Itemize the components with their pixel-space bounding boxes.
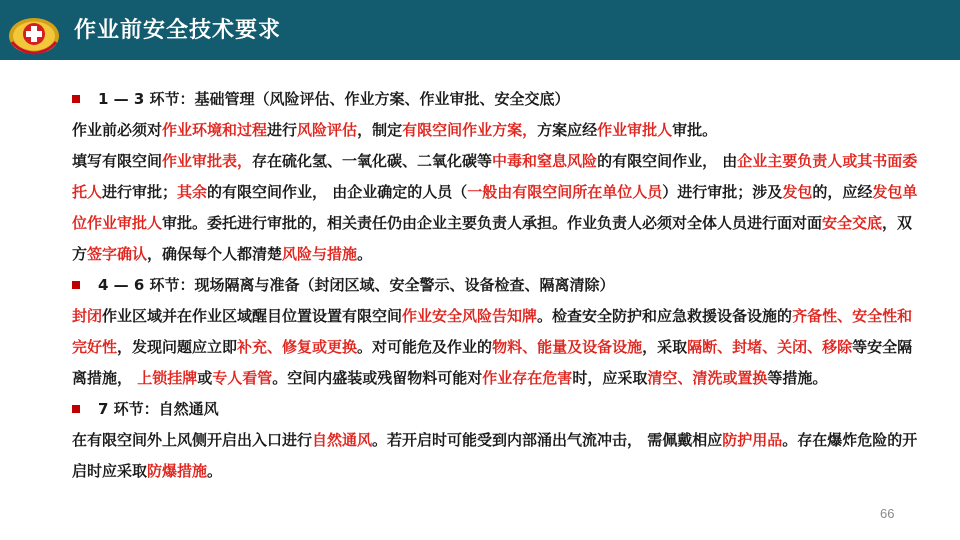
highlighted-text: 其余 xyxy=(177,183,208,201)
highlighted-text: 企业主要负责人或其书面委托人 xyxy=(72,152,918,201)
body-paragraph xyxy=(72,146,922,270)
body-text: 方案应经 xyxy=(537,121,598,139)
section-heading-text: 7 环节：自然通风 xyxy=(98,400,219,418)
body-text: ，制定 xyxy=(357,121,403,139)
highlighted-text: 发包 xyxy=(782,183,813,201)
body-paragraph xyxy=(72,301,922,394)
body-text: ，采取 xyxy=(642,338,688,356)
body-text: 审批。 xyxy=(672,121,718,139)
body-text: 作业区域并在作业区域醒目位置设置有限空间 xyxy=(102,307,403,325)
body-text: 。 xyxy=(357,245,373,263)
body-text: 时，应采取 xyxy=(572,369,648,387)
highlighted-text: 发包单位作业审批人 xyxy=(72,183,918,232)
body-text: 进行 xyxy=(267,121,298,139)
body-text: 。存在爆炸危险的开启时应采取 xyxy=(72,431,918,480)
highlighted-text: 中毒和窒息风险 xyxy=(492,152,598,170)
section-heading xyxy=(72,270,922,301)
highlighted-text: 作业存在危害 xyxy=(482,369,573,387)
body-paragraph xyxy=(72,115,922,146)
highlighted-text: 补充、修复或更换 xyxy=(237,338,358,356)
body-text: 进行审批； xyxy=(102,183,178,201)
body-text: 。 xyxy=(207,462,223,480)
highlighted-text: 一般由有限空间所在单位人员 xyxy=(467,183,663,201)
body-text: 作业前必须对 xyxy=(72,121,163,139)
body-text: 等安全隔离措施， xyxy=(72,338,913,387)
bullet-square-icon xyxy=(72,281,80,289)
highlighted-text: 安全交底 xyxy=(822,214,883,232)
page-title: 作业前安全技术要求 xyxy=(74,18,282,43)
content-body xyxy=(72,84,922,487)
highlighted-text: 风险评估 xyxy=(297,121,358,139)
body-text: 。若开启时可能受到内部涌出气流冲击， 需佩戴相应 xyxy=(372,431,723,449)
highlighted-text: 隔断、封堵、关闭、移除 xyxy=(687,338,853,356)
highlighted-text: 有限空间作业方案， xyxy=(402,121,538,139)
header-bar xyxy=(0,0,960,60)
body-text: 审批。委托进行审批的，相关责任仍由企业主要负责人承担。作业负责人必须对全体人员进行面对面 xyxy=(162,214,823,232)
body-text: 填写有限空间 xyxy=(72,152,163,170)
body-text: ）进行审批；涉及 xyxy=(662,183,783,201)
body-text: 。空间内盛装或残留物料可能对 xyxy=(272,369,483,387)
section-heading xyxy=(72,84,922,115)
body-text: 。检查安全防护和应急救援设备设施的 xyxy=(537,307,793,325)
safety-emblem-icon xyxy=(6,12,62,56)
body-paragraph xyxy=(72,425,922,487)
bullet-square-icon xyxy=(72,95,80,103)
body-text: 或 xyxy=(197,369,213,387)
highlighted-text: 作业环境和过程 xyxy=(162,121,268,139)
highlighted-text: 签字确认 xyxy=(87,245,148,263)
highlighted-text: 上锁挂牌 xyxy=(137,369,198,387)
body-text: 在有限空间外上风侧开启出入口进行 xyxy=(72,431,313,449)
page-number: 66 xyxy=(880,506,895,521)
highlighted-text: 自然通风 xyxy=(312,431,373,449)
body-text: 。对可能危及作业的 xyxy=(357,338,493,356)
highlighted-text: 物料、能量及设备设施 xyxy=(492,338,643,356)
highlighted-text: 专人看管 xyxy=(212,369,273,387)
highlighted-text: 作业安全风险告知牌 xyxy=(402,307,538,325)
section-heading xyxy=(72,394,922,425)
body-text: ，确保每个人都清楚 xyxy=(147,245,283,263)
body-text: 的有限空间作业， 由 xyxy=(597,152,738,170)
body-text: 的有限空间作业， 由企业确定的人员（ xyxy=(207,183,468,201)
highlighted-text: 齐备性、安全性和完好性 xyxy=(72,307,913,356)
bullet-square-icon xyxy=(72,405,80,413)
highlighted-text: 防爆措施 xyxy=(147,462,208,480)
highlighted-text: 清空、清洗或置换 xyxy=(647,369,768,387)
highlighted-text: 作业审批人 xyxy=(597,121,673,139)
highlighted-text: 作业审批表， xyxy=(162,152,253,170)
body-text: 存在硫化氢、一氧化碳、二氧化碳等 xyxy=(252,152,493,170)
highlighted-text: 防护用品 xyxy=(722,431,783,449)
body-text: ，发现问题应立即 xyxy=(117,338,238,356)
section-heading-text: 1 — 3 环节：基础管理（风险评估、作业方案、作业审批、安全交底） xyxy=(98,90,570,108)
highlighted-text: 风险与措施 xyxy=(282,245,358,263)
body-text: 的，应经 xyxy=(812,183,873,201)
highlighted-text: 封闭 xyxy=(72,307,103,325)
body-text: 等措施。 xyxy=(767,369,828,387)
body-text: ，双方 xyxy=(72,214,913,263)
section-heading-text: 4 — 6 环节：现场隔离与准备（封闭区域、安全警示、设备检查、隔离清除） xyxy=(98,276,615,294)
